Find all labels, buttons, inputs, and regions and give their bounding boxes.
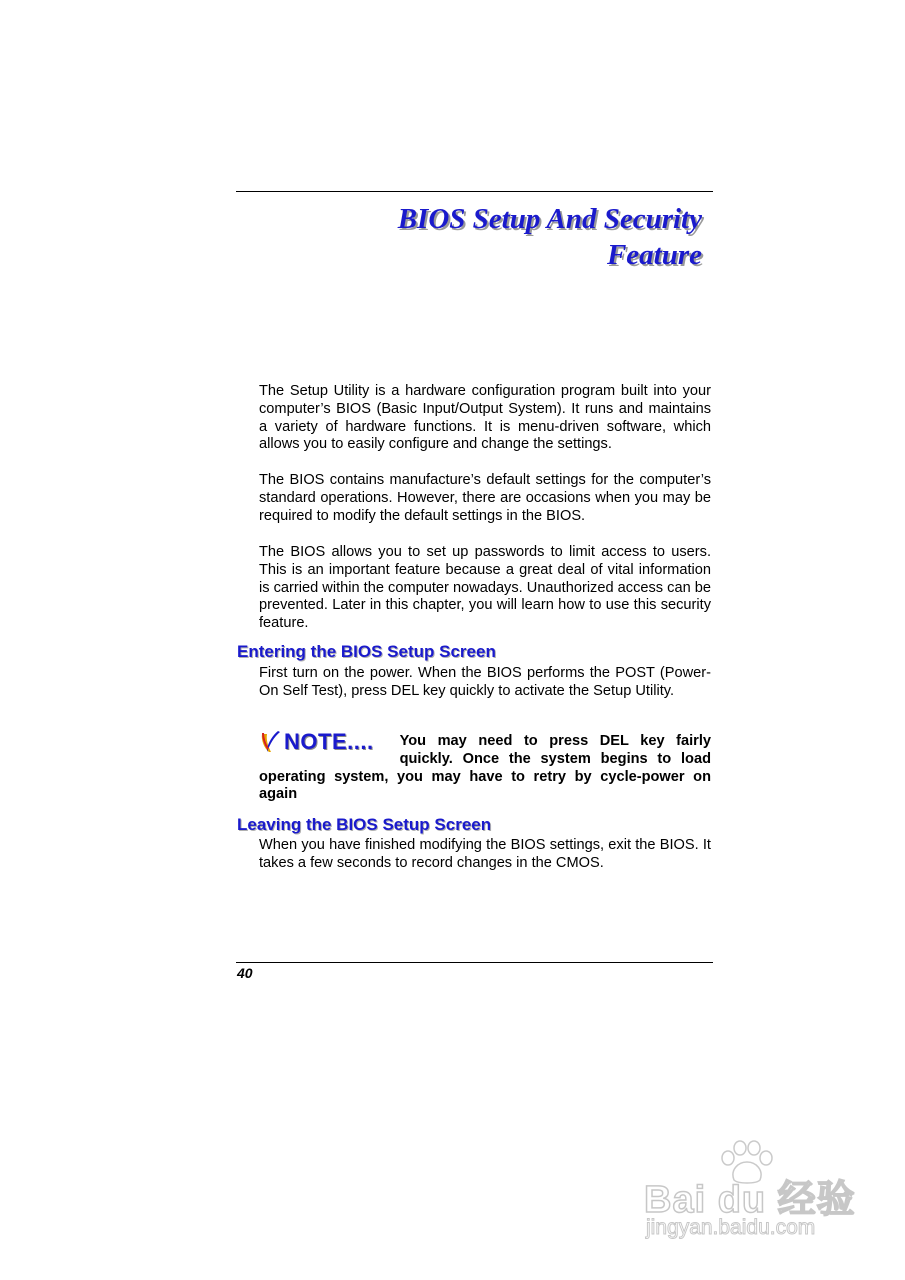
intro-paragraph-1: The Setup Utility is a hardware configuration program built into your computer’s BIOS (Basic Input/Output System). It runs and maintains a variety of hardware functions. It is menu-driven software, which allows you to easily configure and change the settings. bbox=[259, 383, 711, 453]
top-rule bbox=[236, 191, 713, 192]
chapter-title bbox=[236, 201, 702, 273]
intro-paragraph-2: The BIOS contains manufacture’s default settings for the computer’s standard operations. However, there are occasions when you may be required to modify the default settings in the BIOS. bbox=[259, 472, 711, 524]
chapter-title-line2: Feature bbox=[606, 239, 702, 271]
watermark-brand: Bai du 经验 bbox=[644, 1179, 856, 1221]
watermark-url: jingyan.baidu.com bbox=[646, 1216, 816, 1239]
section-heading-entering: Entering the BIOS Setup Screen bbox=[237, 642, 496, 661]
bottom-rule bbox=[236, 962, 713, 963]
leaving-paragraph: When you have finished modifying the BIOS settings, exit the BIOS. It takes a few seconds to record changes in the CMOS. bbox=[259, 837, 711, 871]
entering-paragraph: First turn on the power. When the BIOS performs the POST (Power-On Self Test), press DEL key quickly to activate the Setup Utility. bbox=[259, 665, 711, 699]
baidu-watermark bbox=[640, 1140, 860, 1250]
note-label: NOTE.... bbox=[284, 729, 374, 755]
page-number: 40 bbox=[237, 965, 253, 981]
note-text: You may need to press DEL key fairly quickly. Once the system begins to load operating system, you may have to retry by cycle-power on again bbox=[259, 733, 711, 803]
section-heading-leaving: Leaving the BIOS Setup Screen bbox=[237, 815, 492, 834]
note-logo bbox=[259, 729, 374, 755]
intro-paragraph-3: The BIOS allows you to set up passwords to limit access to users. This is an important feature because a great deal of vital information is carried within the computer nowadays. Unauthorized access can be prevented. Later in this chapter, you will learn how to use this security feature. bbox=[259, 544, 711, 632]
chapter-title-line1: BIOS Setup And Security bbox=[397, 203, 702, 235]
note-checkmark-icon bbox=[259, 730, 281, 754]
note-block bbox=[259, 729, 711, 804]
